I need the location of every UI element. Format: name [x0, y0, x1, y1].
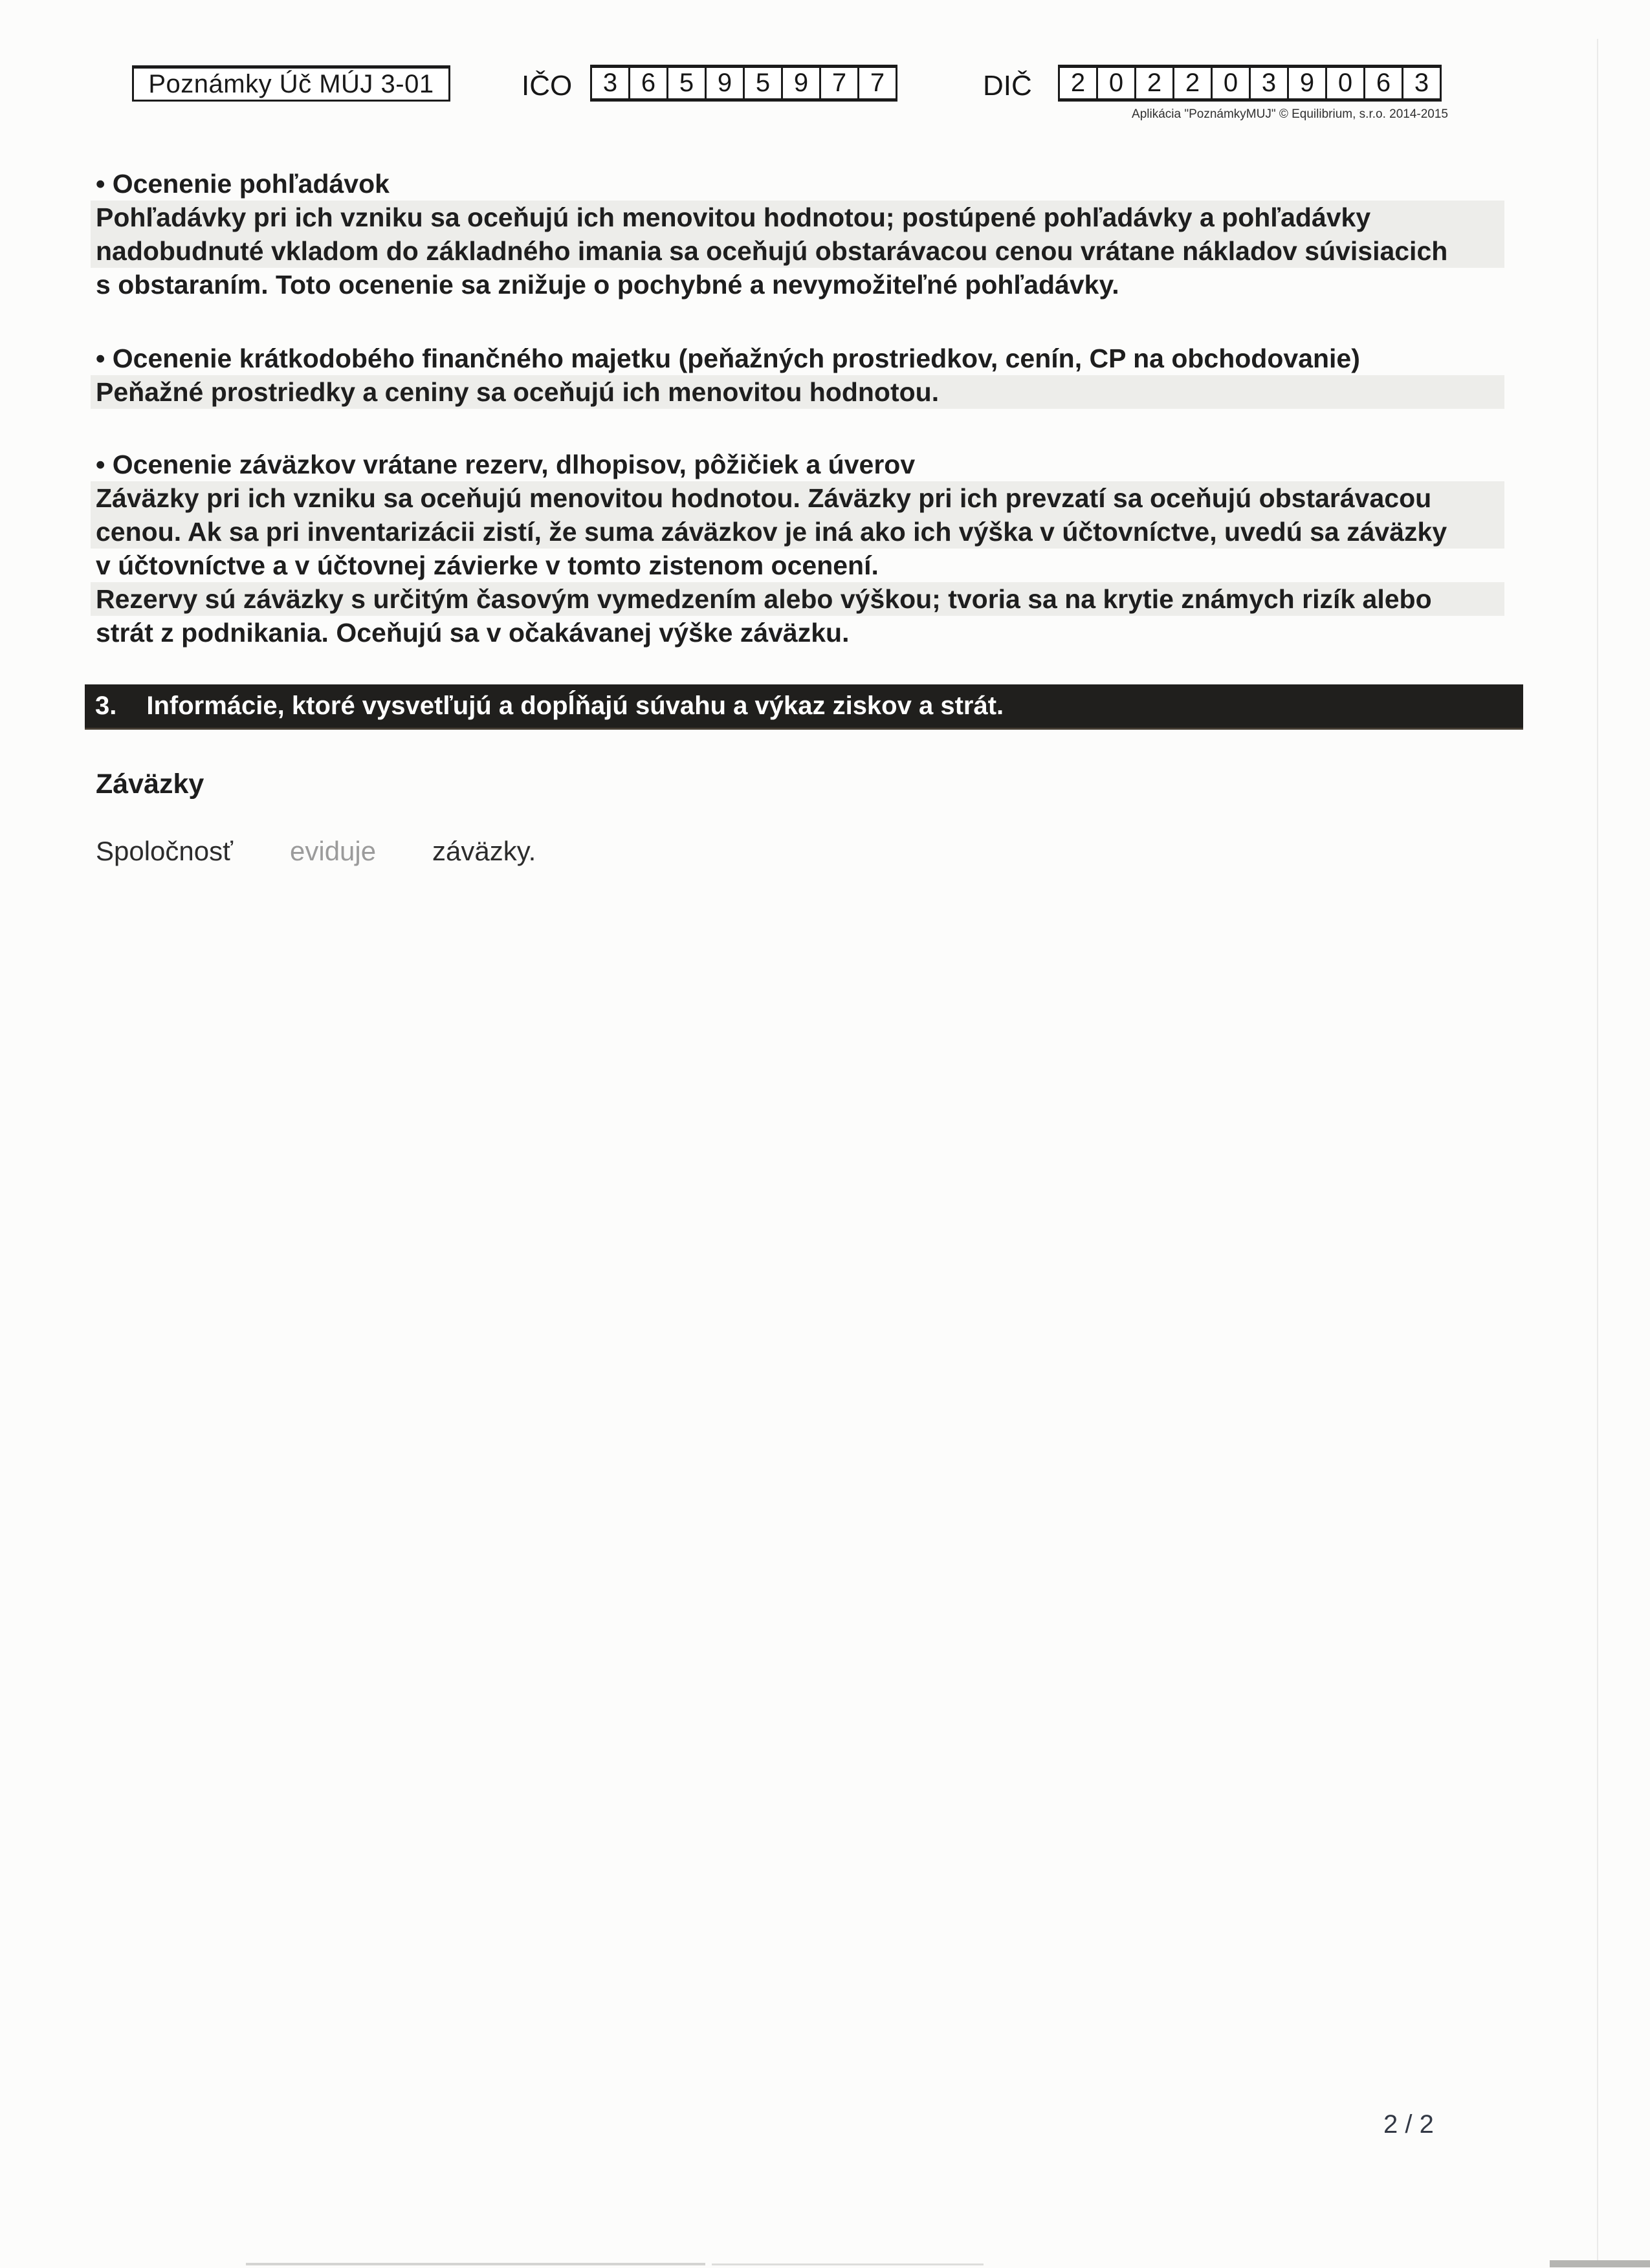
- dic-digit-cell: 9: [1287, 68, 1325, 98]
- ico-digit-cell: 7: [857, 68, 896, 98]
- section-heading: • Ocenenie krátkodobého finančného majetku (peňažných prostriedkov, cenín, CP na obchodovanie): [96, 343, 1360, 373]
- dic-digit-cell: 0: [1096, 68, 1134, 98]
- ico-digit-cell: 9: [781, 68, 819, 98]
- paragraph-line: nadobudnuté vkladom do základného imania sa oceňujú obstarávacou cenou vrátane nákladov súvisiacich: [91, 234, 1504, 268]
- paragraph-line: Pohľadávky pri ich vzniku sa oceňujú ich menovitou hodnotou; postúpené pohľadávky a pohľadávky: [91, 201, 1504, 234]
- dic-digit-cell: 2: [1134, 68, 1172, 98]
- paragraph-line: cenou. Ak sa pri inventarizácii zistí, že suma záväzkov je iná ako ich výška v účtovníctve, uvedú sa záväzky: [91, 515, 1504, 549]
- dic-digit-cell: 0: [1325, 68, 1363, 98]
- ico-digit-cell: 9: [705, 68, 743, 98]
- scan-page-edge-line: [1597, 39, 1598, 2264]
- zavazky-heading: Záväzky: [96, 769, 204, 800]
- page-number: 2 / 2: [1383, 2110, 1434, 2139]
- sentence-word-verb: eviduje: [290, 836, 377, 866]
- paragraph-line: Peňažné prostriedky a ceniny sa oceňujú ich menovitou hodnotou.: [91, 375, 1504, 409]
- form-code-label: Poznámky Úč MÚJ 3-01: [148, 69, 434, 98]
- ico-digit-grid: [590, 65, 897, 102]
- scan-artifact: [246, 2263, 705, 2265]
- dic-digit-cell: 0: [1211, 68, 1249, 98]
- section-heading: • Ocenenie záväzkov vrátane rezerv, dlhopisov, pôžičiek a úverov: [96, 450, 916, 479]
- sentence-word-object: záväzky.: [432, 836, 536, 866]
- section-ocenenie-zavazkov: [91, 448, 1504, 649]
- dic-digit-cell: 3: [1402, 68, 1440, 98]
- form-code-box: [132, 65, 450, 102]
- dic-digit-grid: [1058, 65, 1442, 102]
- paragraph-line: v účtovníctve a v účtovnej závierke v tomto zistenom ocenení.: [96, 551, 879, 580]
- section-heading: • Ocenenie pohľadávok: [96, 169, 390, 199]
- paragraph-line: s obstaraním. Toto ocenenie sa znižuje o pochybné a nevymožiteľné pohľadávky.: [96, 270, 1119, 300]
- ico-digit-cell: 7: [819, 68, 857, 98]
- dic-digit-cell: 6: [1363, 68, 1402, 98]
- paragraph-line: Záväzky pri ich vzniku sa oceňujú menovitou hodnotou. Záväzky pri ich prevzatí sa oceňujú obstarávacou: [91, 481, 1504, 515]
- application-credit-text: Aplikácia "PoznámkyMUJ" © Equilibrium, s.r.o. 2014-2015: [1132, 107, 1448, 121]
- section-title: Informácie, ktoré vysvetľujú a dopĺňajú súvahu a výkaz ziskov a strát.: [146, 692, 1004, 720]
- dic-digit-cell: 2: [1172, 68, 1211, 98]
- ico-label: IČO: [522, 70, 573, 102]
- paragraph-line: strát z podnikania. Oceňujú sa v očakávanej výške záväzku.: [96, 618, 850, 648]
- ico-digit-cell: 5: [743, 68, 781, 98]
- scan-artifact: [712, 2263, 984, 2265]
- scan-artifact: [1550, 2260, 1650, 2267]
- ico-digit-cell: 3: [602, 69, 618, 97]
- section-number: 3.: [95, 692, 117, 720]
- ico-digit-cell: 6: [628, 68, 666, 98]
- dic-digit-cell: 2: [1070, 69, 1086, 97]
- section-3-header-bar: [85, 684, 1523, 730]
- ico-digit-cell: 5: [666, 68, 705, 98]
- section-ocenenie-pohladavok: [91, 167, 1504, 301]
- section-ocenenie-financneho-majetku: [91, 342, 1504, 409]
- dic-label: DIČ: [983, 70, 1032, 102]
- dic-digit-cell: 3: [1249, 68, 1287, 98]
- sentence-word-subject: Spoločnosť: [96, 836, 233, 866]
- paragraph-line: Rezervy sú záväzky s určitým časovým vymedzením alebo výškou; tvoria sa na krytie známych rizík alebo: [91, 582, 1504, 616]
- liabilities-sentence: [0, 836, 1650, 869]
